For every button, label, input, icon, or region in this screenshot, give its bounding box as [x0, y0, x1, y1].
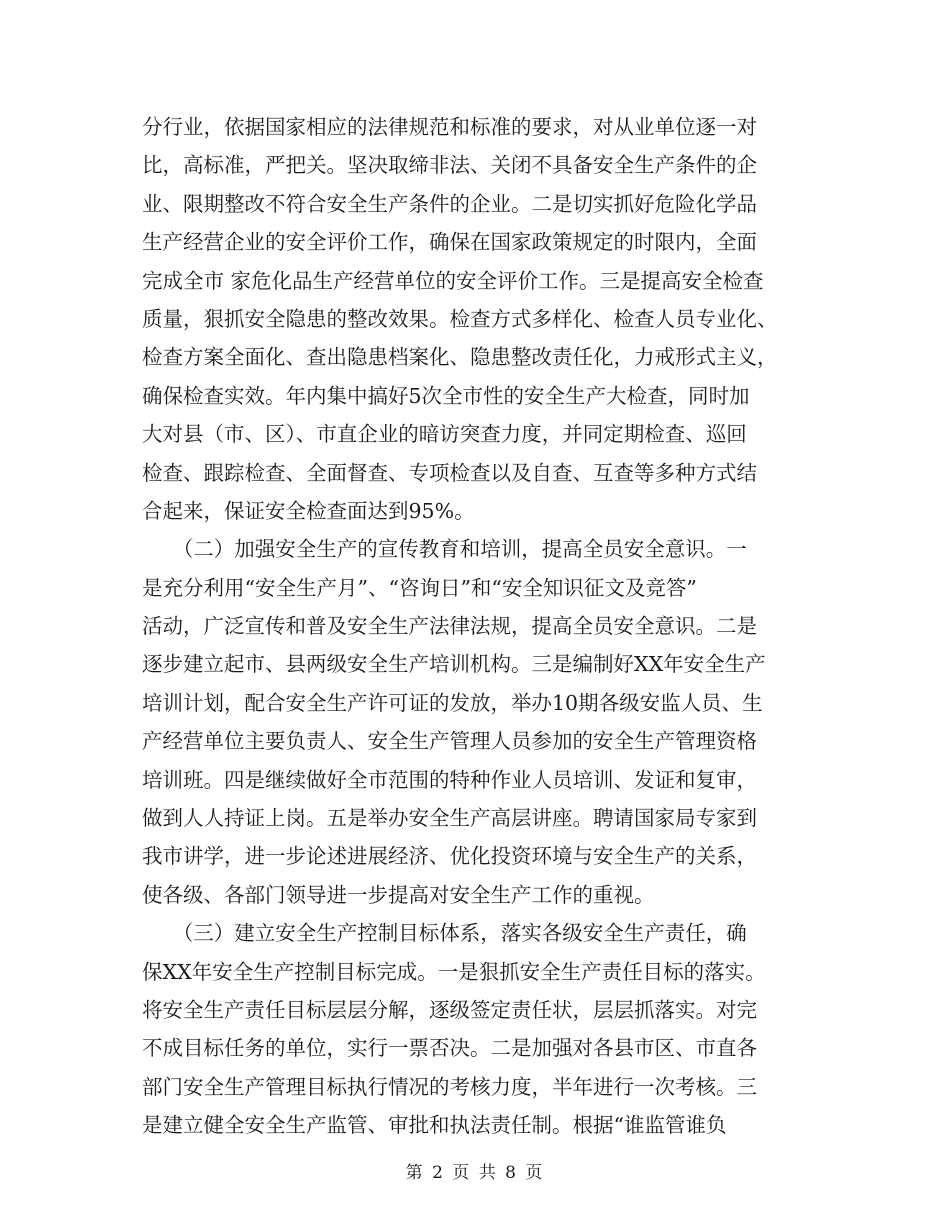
text-line: 是充分利用“安全生产月”、“咨询日”和“安全知识征文及竞答” — [142, 575, 697, 600]
text-line: 完成全市 家危化品生产经营单位的安全评价工作。三是提高安全检查 — [142, 268, 764, 293]
page-number-footer: 第 2 页 共 8 页 — [405, 1163, 545, 1183]
text-line: 我市讲学，进一步论述进展经济、优化投资环境与安全生产的关系， — [142, 844, 757, 869]
text-line: 业、限期整改不符合安全生产条件的企业。二是切实抓好危险化学品 — [142, 191, 757, 216]
text-line: 合起来，保证安全检查面达到95%。 — [142, 498, 475, 523]
text-line: 比，高标准，严把关。坚决取缔非法、关闭不具备安全生产条件的企 — [142, 153, 757, 178]
paragraph-3-start: （三）建立安全生产控制目标体系，落实各级安全生产责任，确 — [142, 921, 747, 946]
text-line: 活动，广泛宣传和普及安全生产法律法规，提高全员安全意识。二是 — [142, 614, 757, 639]
text-line: 生产经营企业的安全评价工作，确保在国家政策规定的时限内，全面 — [142, 230, 757, 255]
text-line: 逐步建立起市、县两级安全生产培训机构。三是编制好XX年安全生产 — [142, 652, 766, 677]
text-line: 产经营单位主要负责人、安全生产管理人员参加的安全生产管理资格 — [142, 729, 757, 754]
text-line: 质量，狠抓安全隐患的整改效果。检查方式多样化、检查人员专业化、 — [142, 306, 778, 331]
text-line: 不成目标任务的单位，实行一票否决。二是加强对各县市区、市直各 — [142, 1036, 757, 1061]
text-line: 检查方案全面化、查出隐患档案化、隐患整改责任化，力戒形式主义， — [142, 345, 778, 370]
document-body — [142, 108, 812, 1145]
text-line: 将安全生产责任目标层层分解，逐级签定责任状，层层抓落实。对完 — [142, 997, 757, 1022]
text-line: 确保检查实效。年内集中搞好5次全市性的安全生产大检查，同时加 — [142, 383, 750, 408]
text-line: 使各级、各部门领导进一步提高对安全生产工作的重视。 — [142, 882, 655, 907]
text-line: 大对县（市、区）、市直企业的暗访突查力度，并同定期检查、巡回 — [142, 422, 747, 447]
text-line: 做到人人持证上岗。五是举办安全生产高层讲座。聘请国家局专家到 — [142, 806, 757, 831]
text-line: 保XX年安全生产控制目标完成。一是狠抓安全生产责任目标的落实。 — [142, 959, 766, 984]
paragraph-2-start: （二）加强安全生产的宣传教育和培训，提高全员安全意识。一 — [142, 537, 747, 562]
text-line: 是建立健全安全生产监管、审批和执法责任制。根据“谁监管谁负 — [142, 1113, 727, 1138]
text-line: 部门安全生产管理目标执行情况的考核力度，半年进行一次考核。三 — [142, 1074, 757, 1099]
text-line: 培训班。四是继续做好全市范围的特种作业人员培训、发证和复审， — [142, 767, 757, 792]
text-line: 检查、跟踪检查、全面督查、专项检查以及自查、互查等多种方式结 — [142, 460, 757, 485]
text-line: 培训计划，配合安全生产许可证的发放，举办10期各级安监人员、生 — [142, 690, 763, 715]
text-line: 分行业，依据国家相应的法律规范和标准的要求，对从业单位逐一对 — [142, 115, 757, 139]
